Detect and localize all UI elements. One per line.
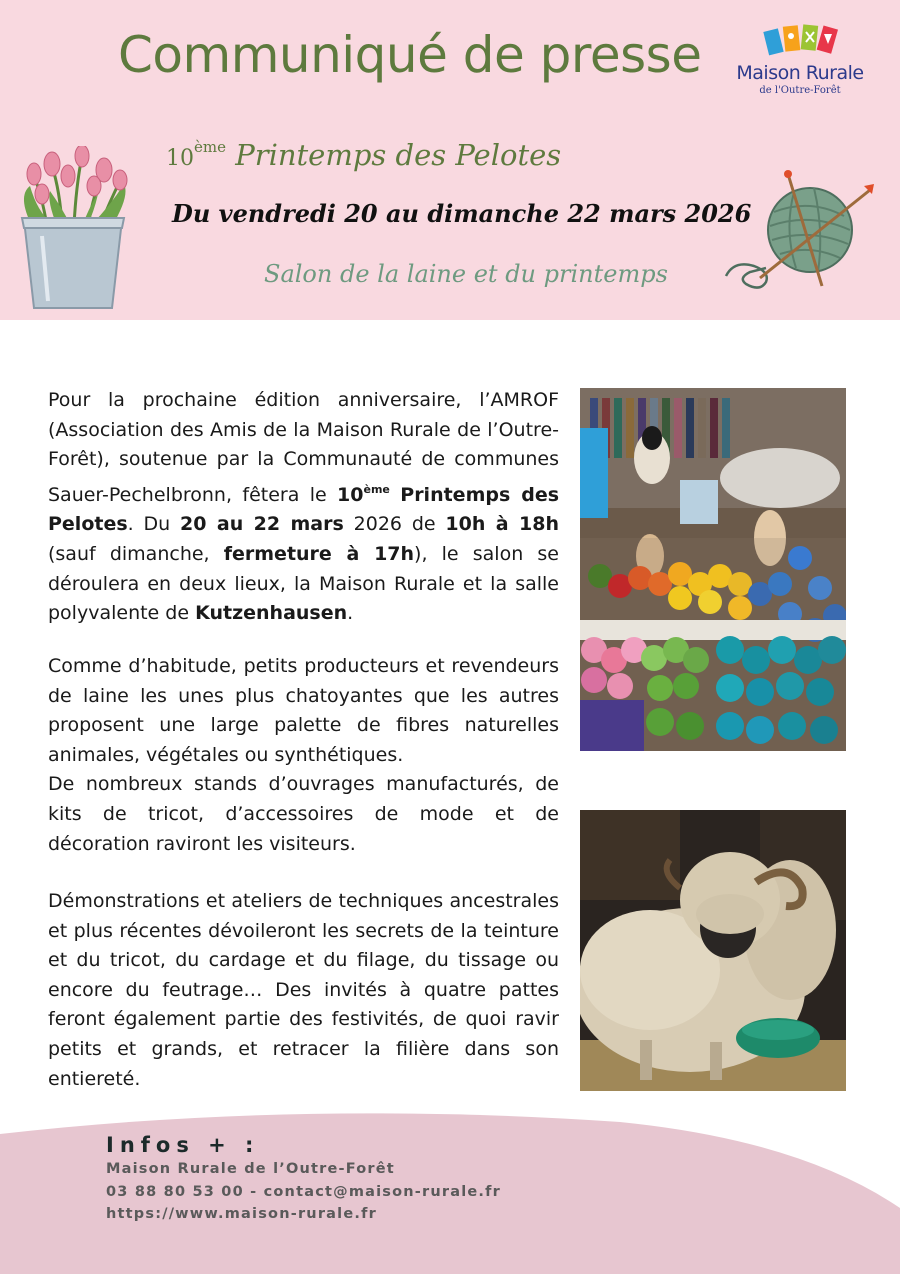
footer-title: Infos + : <box>106 1133 260 1157</box>
intro-text: ), le salon se déroulera en deux lieux, la Maison Rurale et la salle polyvalente de <box>48 542 559 625</box>
event-edition-title <box>166 138 561 172</box>
producers-text: Comme d’habitude, petits producteurs et revendeurs de laine les unes plus chatoyantes que les autres proposent une large palette de fibres naturelles animales, végétales ou synthétiques. <box>48 655 559 766</box>
edition-number: 10 <box>166 146 194 171</box>
intro-closing-time: fermeture à 17h <box>223 542 415 565</box>
intro-edition-ordinal: ème <box>363 482 390 496</box>
intro-text: (sauf dimanche, <box>48 542 224 565</box>
intro-text: Pour la prochaine édition anniversaire, l’AMROF (Association des Amis de la Maison Rurale de l’Outre-Forêt), soutenue par la Communauté de communes Sauer-Pechelbronn, fêtera le <box>48 389 559 506</box>
intro-text: . <box>347 602 354 625</box>
yarn-ball-icon <box>724 168 876 296</box>
intro-event-name: Printemps des Pelotes <box>48 483 560 536</box>
intro-hours: 10h à 18h <box>445 513 559 536</box>
logo-name: Maison Rurale <box>736 62 864 84</box>
footer-organization: Maison Rurale de l’Outre-Forêt <box>106 1161 395 1177</box>
intro-venue: Kutzenhausen <box>195 602 348 625</box>
maison-rurale-logo <box>722 22 878 102</box>
footer-website-link[interactable]: https://www.maison-rurale.fr <box>106 1206 377 1222</box>
intro-text: . Du <box>127 513 181 536</box>
intro-paragraph <box>48 386 559 629</box>
workshops-paragraph: Démonstrations et ateliers de techniques ancestrales et plus récentes dévoileront les secrets de la teinture et du tricot, du cardage et du filage, du tissage ou encore du feutrage… Des invités à quatre pattes feront également partie des festivités, de quoi ravir petits et grands, et retracer la filière dans son entiereté. <box>48 890 559 1090</box>
tulip-pot-illustration <box>12 146 134 312</box>
edition-name: Printemps des Pelotes <box>235 138 562 172</box>
stands-text: De nombreux stands d’ouvrages manufacturés, de kits de tricot, d’accessoires de mode et de décoration raviront les visiteurs. <box>48 773 559 855</box>
intro-edition-number: 10 <box>337 483 364 506</box>
producers-paragraph <box>48 652 559 859</box>
logo-flags-icon <box>722 22 878 62</box>
logo-subtitle: de l'Outre-Forêt <box>759 85 841 96</box>
event-subtitle: Salon de la laine et du printemps <box>264 260 668 288</box>
sheep-photo <box>580 810 846 1091</box>
page-title: Communiqué de presse <box>118 26 702 84</box>
edition-ordinal: ème <box>194 138 226 156</box>
footer-contact[interactable]: 03 88 80 53 00 - contact@maison-rurale.fr <box>106 1184 501 1200</box>
yarn-stand-photo <box>580 388 846 751</box>
intro-dates: 20 au 22 mars <box>180 513 344 536</box>
event-dates: Du vendredi 20 au dimanche 22 mars 2026 <box>172 199 752 228</box>
intro-text: 2026 de <box>343 513 446 536</box>
